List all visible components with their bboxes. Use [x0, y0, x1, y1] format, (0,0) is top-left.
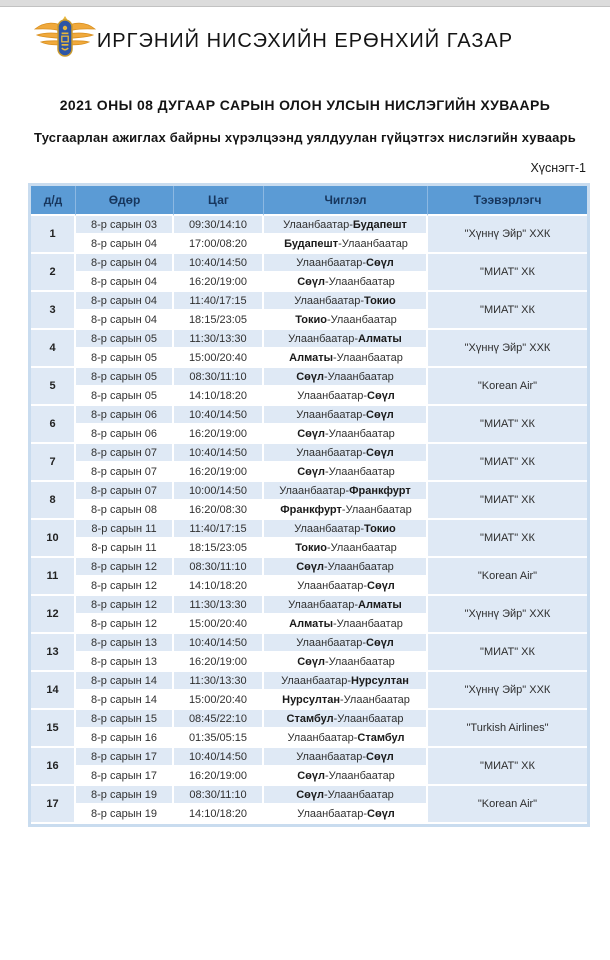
row-number-cell: 10	[31, 520, 76, 558]
route-cell	[264, 691, 428, 710]
flight-group-row-outbound	[31, 368, 587, 387]
route-cell	[264, 786, 428, 805]
row-number-cell: 6	[31, 406, 76, 444]
time-cell: 15:00/20:40	[174, 349, 264, 368]
carrier-cell: "МИАТ" ХК	[428, 634, 587, 672]
route-plain-text: Улаанбаатар-	[294, 522, 365, 535]
route-cell	[264, 216, 428, 235]
route-cell	[264, 463, 428, 482]
date-cell: 8-р сарын 05	[76, 387, 174, 406]
date-cell: 8-р сарын 14	[76, 672, 174, 691]
time-cell: 08:30/11:10	[174, 558, 264, 577]
date-cell: 8-р сарын 05	[76, 330, 174, 349]
route-city-text: Сөүл	[366, 256, 394, 269]
route-city-text: Сөүл	[366, 636, 394, 649]
route-plain-text: -Улаанбаатар	[326, 541, 397, 554]
time-cell: 11:40/17:15	[174, 292, 264, 311]
route-plain-text: Улаанбаатар-	[296, 750, 367, 763]
route-city-text: Алматы	[358, 332, 402, 345]
route-cell	[264, 292, 428, 311]
route-city-text: Будапешт	[284, 237, 339, 250]
header-cell-date: Өдөр	[76, 186, 174, 216]
route-city-text: Стамбул	[286, 712, 334, 725]
route-city-text: Сөүл	[367, 579, 395, 592]
route-cell	[264, 748, 428, 767]
carrier-cell: "МИАТ" ХК	[428, 444, 587, 482]
date-cell: 8-р сарын 12	[76, 558, 174, 577]
route-plain-text: -Улаанбаатар	[324, 275, 395, 288]
row-number-cell: 5	[31, 368, 76, 406]
route-cell	[264, 235, 428, 254]
date-cell: 8-р сарын 04	[76, 273, 174, 292]
schedule-table-wrapper	[28, 183, 584, 827]
route-plain-text: Улаанбаатар-	[297, 389, 368, 402]
header-cell-number: д/д	[31, 186, 76, 216]
date-cell: 8-р сарын 11	[76, 539, 174, 558]
row-number-cell: 1	[31, 216, 76, 254]
carrier-cell: "МИАТ" ХК	[428, 748, 587, 786]
route-plain-text: -Улаанбаатар	[324, 655, 395, 668]
date-cell: 8-р сарын 06	[76, 406, 174, 425]
route-city-text: Франкфурт	[349, 484, 411, 497]
date-cell: 8-р сарын 14	[76, 691, 174, 710]
route-plain-text: Улаанбаатар-	[296, 256, 367, 269]
route-cell	[264, 767, 428, 786]
date-cell: 8-р сарын 04	[76, 254, 174, 273]
date-cell: 8-р сарын 13	[76, 634, 174, 653]
route-city-text: Сөүл	[296, 370, 324, 383]
date-cell: 8-р сарын 07	[76, 463, 174, 482]
header-cell-route: Чиглэл	[264, 186, 428, 216]
route-cell	[264, 387, 428, 406]
route-cell	[264, 596, 428, 615]
carrier-cell: "Korean Air"	[428, 786, 587, 824]
carrier-cell: "Хүннү Эйр" ХХК	[428, 216, 587, 254]
route-plain-text: Улаанбаатар-	[294, 294, 365, 307]
time-cell: 10:40/14:50	[174, 254, 264, 273]
date-cell: 8-р сарын 04	[76, 311, 174, 330]
time-cell: 10:40/14:50	[174, 634, 264, 653]
flight-group-row-outbound	[31, 748, 587, 767]
route-plain-text: -Улаанбаатар	[323, 788, 394, 801]
carrier-cell: "МИАТ" ХК	[428, 292, 587, 330]
route-city-text: Токио	[364, 522, 396, 535]
route-plain-text: -Улаанбаатар	[333, 712, 404, 725]
time-cell: 16:20/19:00	[174, 425, 264, 444]
route-plain-text: Улаанбаатар-	[288, 598, 358, 611]
time-cell: 08:30/11:10	[174, 368, 264, 387]
route-plain-text: Улаанбаатар-	[288, 332, 358, 345]
date-cell: 8-р сарын 19	[76, 805, 174, 824]
carrier-cell: "МИАТ" ХК	[428, 254, 587, 292]
row-number-cell: 15	[31, 710, 76, 748]
flight-group-row-outbound	[31, 558, 587, 577]
carrier-cell: "Хүннү Эйр" ХХК	[428, 596, 587, 634]
route-cell	[264, 710, 428, 729]
route-cell	[264, 520, 428, 539]
route-plain-text: Улаанбаатар-	[297, 807, 368, 820]
time-cell: 10:40/14:50	[174, 406, 264, 425]
date-cell: 8-р сарын 05	[76, 349, 174, 368]
carrier-cell: "Turkish Airlines"	[428, 710, 587, 748]
flight-group-row-outbound	[31, 254, 587, 273]
route-city-text: Сөүл	[297, 427, 325, 440]
carrier-cell: "Korean Air"	[428, 368, 587, 406]
route-city-text: Сөүл	[297, 769, 325, 782]
date-cell: 8-р сарын 17	[76, 767, 174, 786]
route-cell	[264, 615, 428, 634]
flight-group-row-outbound	[31, 596, 587, 615]
row-number-cell: 13	[31, 634, 76, 672]
route-city-text: Алматы	[289, 351, 333, 364]
route-cell	[264, 539, 428, 558]
time-cell: 11:40/17:15	[174, 520, 264, 539]
route-cell	[264, 254, 428, 273]
date-cell: 8-р сарын 05	[76, 368, 174, 387]
header-cell-time: Цаг	[174, 186, 264, 216]
route-cell	[264, 729, 428, 748]
time-cell: 11:30/13:30	[174, 330, 264, 349]
route-plain-text: -Улаанбаатар	[324, 769, 395, 782]
table-number-label: Хүснэгт-1	[530, 161, 586, 175]
route-plain-text: Улаанбаатар-	[283, 218, 353, 231]
time-cell: 10:00/14:50	[174, 482, 264, 501]
document-title: 2021 ОНЫ 08 ДУГААР САРЫН ОЛОН УЛСЫН НИСЛЭГИЙН ХУВААРЬ	[59, 97, 551, 113]
route-cell	[264, 330, 428, 349]
route-cell	[264, 406, 428, 425]
route-city-text: Сөүл	[296, 788, 324, 801]
route-plain-text: -Улаанбаатар	[323, 370, 394, 383]
route-plain-text: -Улаанбаатар	[340, 693, 410, 706]
flight-group-row-outbound	[31, 710, 587, 729]
route-city-text: Сөүл	[367, 389, 395, 402]
carrier-cell: "МИАТ" ХК	[428, 520, 587, 558]
row-number-cell: 11	[31, 558, 76, 596]
route-plain-text: Улаанбаатар-	[279, 484, 350, 497]
route-city-text: Будапешт	[352, 218, 407, 231]
route-plain-text: Улаанбаатар-	[296, 446, 367, 459]
route-plain-text: -Улаанбаатар	[332, 351, 403, 364]
header-row	[31, 186, 587, 216]
route-city-text: Сөүл	[297, 275, 325, 288]
date-cell: 8-р сарын 16	[76, 729, 174, 748]
time-cell: 18:15/23:05	[174, 539, 264, 558]
date-cell: 8-р сарын 06	[76, 425, 174, 444]
time-cell: 11:30/13:30	[174, 596, 264, 615]
route-plain-text: Улаанбаатар-	[281, 674, 351, 687]
date-cell: 8-р сарын 13	[76, 653, 174, 672]
row-number-cell: 7	[31, 444, 76, 482]
route-plain-text: -Улаанбаатар	[323, 560, 394, 573]
flight-group-row-outbound	[31, 482, 587, 501]
row-number-cell: 12	[31, 596, 76, 634]
flight-group-row-outbound	[31, 520, 587, 539]
flight-group-row-outbound	[31, 216, 587, 235]
schedule-table-header	[31, 186, 587, 216]
route-plain-text: Улаанбаатар-	[296, 408, 367, 421]
route-city-text: Токио	[295, 541, 327, 554]
flight-group-row-outbound	[31, 672, 587, 691]
time-cell: 16:20/19:00	[174, 273, 264, 292]
route-cell	[264, 273, 428, 292]
route-plain-text: -Улаанбаатар	[324, 465, 395, 478]
row-number-cell: 17	[31, 786, 76, 824]
row-number-cell: 8	[31, 482, 76, 520]
route-plain-text: -Улаанбаатар	[341, 503, 412, 516]
time-cell: 16:20/19:00	[174, 463, 264, 482]
schedule-table-body	[31, 216, 587, 824]
date-cell: 8-р сарын 08	[76, 501, 174, 520]
organization-title: ИРГЭНИЙ НИСЭХИЙН ЕРӨНХИЙ ГАЗАР	[96, 30, 514, 52]
route-cell	[264, 672, 428, 691]
route-city-text: Сөүл	[367, 807, 395, 820]
route-city-text: Алматы	[358, 598, 402, 611]
route-plain-text: Улаанбаатар-	[297, 579, 368, 592]
flight-group-row-outbound	[31, 406, 587, 425]
route-city-text: Алматы	[289, 617, 333, 630]
date-cell: 8-р сарын 11	[76, 520, 174, 539]
route-plain-text: Улаанбаатар-	[287, 731, 358, 744]
flight-group-row-outbound	[31, 330, 587, 349]
time-cell: 09:30/14:10	[174, 216, 264, 235]
route-city-text: Франкфурт	[280, 503, 342, 516]
flight-group-row-outbound	[31, 634, 587, 653]
route-city-text: Нурсултан	[350, 674, 409, 687]
route-city-text: Нурсултан	[282, 693, 341, 706]
time-cell: 16:20/08:30	[174, 501, 264, 520]
route-cell	[264, 368, 428, 387]
flight-group-row-outbound	[31, 444, 587, 463]
route-cell	[264, 349, 428, 368]
carrier-cell: "Korean Air"	[428, 558, 587, 596]
route-cell	[264, 444, 428, 463]
row-number-cell: 4	[31, 330, 76, 368]
time-cell: 08:30/11:10	[174, 786, 264, 805]
route-plain-text: -Улаанбаатар	[332, 617, 403, 630]
time-cell: 10:40/14:50	[174, 748, 264, 767]
date-cell: 8-р сарын 04	[76, 292, 174, 311]
route-cell	[264, 653, 428, 672]
carrier-cell: "Хүннү Эйр" ХХК	[428, 330, 587, 368]
time-cell: 10:40/14:50	[174, 444, 264, 463]
row-number-cell: 3	[31, 292, 76, 330]
carrier-cell: "Хүннү Эйр" ХХК	[428, 672, 587, 710]
route-plain-text: -Улаанбаатар	[326, 313, 397, 326]
time-cell: 14:10/18:20	[174, 577, 264, 596]
time-cell: 18:15/23:05	[174, 311, 264, 330]
time-cell: 15:00/20:40	[174, 615, 264, 634]
row-number-cell: 14	[31, 672, 76, 710]
route-cell	[264, 425, 428, 444]
time-cell: 11:30/13:30	[174, 672, 264, 691]
header-cell-carrier: Тээвэрлэгч	[428, 186, 587, 216]
date-cell: 8-р сарын 04	[76, 235, 174, 254]
route-city-text: Токио	[295, 313, 327, 326]
route-cell	[264, 482, 428, 501]
date-cell: 8-р сарын 17	[76, 748, 174, 767]
time-cell: 16:20/19:00	[174, 653, 264, 672]
time-cell: 14:10/18:20	[174, 805, 264, 824]
top-gray-bar	[0, 0, 610, 7]
route-cell	[264, 634, 428, 653]
time-cell: 08:45/22:10	[174, 710, 264, 729]
route-city-text: Сөүл	[366, 408, 394, 421]
document-subtitle: Тусгаарлан ажиглах байрны хүрэлцээнд уялдуулан гүйцэтгэх нислэгийн хуваарь	[34, 130, 576, 145]
date-cell: 8-р сарын 12	[76, 577, 174, 596]
route-city-text: Сөүл	[366, 750, 394, 763]
route-plain-text: -Улаанбаатар	[324, 427, 395, 440]
time-cell: 01:35/05:15	[174, 729, 264, 748]
route-cell	[264, 577, 428, 596]
time-cell: 15:00/20:40	[174, 691, 264, 710]
date-cell: 8-р сарын 12	[76, 615, 174, 634]
date-cell: 8-р сарын 15	[76, 710, 174, 729]
route-cell	[264, 805, 428, 824]
route-city-text: Стамбул	[357, 731, 405, 744]
date-cell: 8-р сарын 19	[76, 786, 174, 805]
row-number-cell: 2	[31, 254, 76, 292]
time-cell: 16:20/19:00	[174, 767, 264, 786]
route-city-text: Сөүл	[297, 655, 325, 668]
carrier-cell: "МИАТ" ХК	[428, 406, 587, 444]
carrier-cell: "МИАТ" ХК	[428, 482, 587, 520]
route-city-text: Токио	[364, 294, 396, 307]
route-city-text: Сөүл	[296, 560, 324, 573]
route-cell	[264, 501, 428, 520]
route-city-text: Сөүл	[297, 465, 325, 478]
route-cell	[264, 558, 428, 577]
time-cell: 14:10/18:20	[174, 387, 264, 406]
time-cell: 17:00/08:20	[174, 235, 264, 254]
date-cell: 8-р сарын 12	[76, 596, 174, 615]
route-plain-text: -Улаанбаатар	[338, 237, 408, 250]
flight-group-row-outbound	[31, 292, 587, 311]
route-plain-text: Улаанбаатар-	[296, 636, 367, 649]
date-cell: 8-р сарын 07	[76, 482, 174, 501]
date-cell: 8-р сарын 03	[76, 216, 174, 235]
route-city-text: Сөүл	[366, 446, 394, 459]
flight-schedule-table	[28, 183, 590, 827]
date-cell: 8-р сарын 07	[76, 444, 174, 463]
row-number-cell: 16	[31, 748, 76, 786]
route-cell	[264, 311, 428, 330]
flight-group-row-outbound	[31, 786, 587, 805]
